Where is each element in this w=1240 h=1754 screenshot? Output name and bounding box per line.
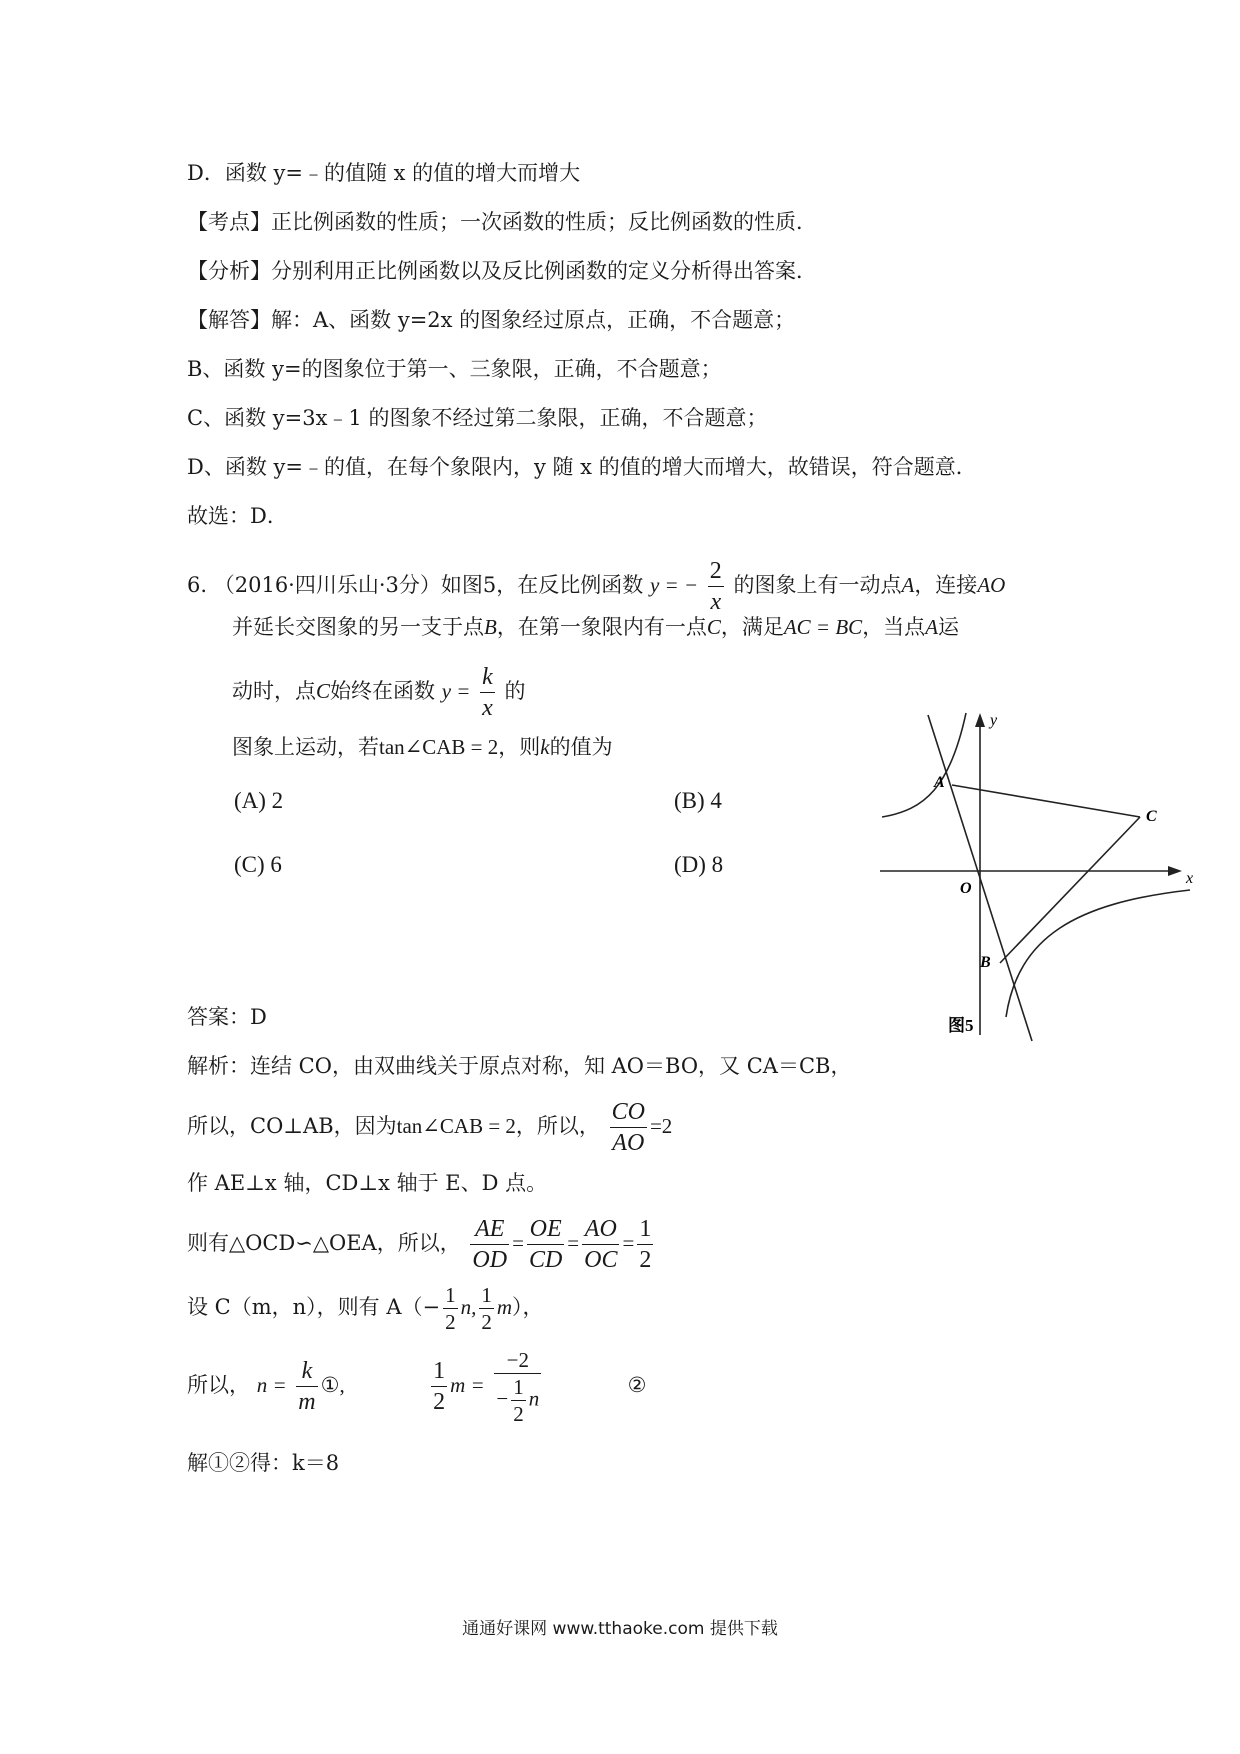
line-fenxi: 【分析】分别利用正比例函数以及反比例函数的定义分析得出答案．	[187, 259, 817, 283]
footer-text: 通通好课网 www.tthaoke.com 提供下载	[462, 1619, 778, 1639]
question-line-2: 并延长交图象的另一支于点B，在第一象限内有一点C，满足AC = BC，当点A运	[232, 615, 960, 639]
fraction-ae-od: $\frac{AE}{OD}$	[472, 1216, 508, 1273]
solution-line-4: 则有△OCD∽△OEA，所以， $\frac{AE}{OD}$ = $\frac{OE}{CD}$ = $\frac{AO}{OC}$ = $\frac{1}{2}$	[187, 1216, 652, 1273]
fraction-half-m: $\frac{1}{2}$	[481, 1283, 492, 1334]
y-axis-arrow	[975, 713, 985, 727]
fraction-k-over-x: $\frac{k}{x}$	[482, 664, 493, 721]
question-number: 6.	[187, 573, 208, 597]
segment-bc	[1000, 817, 1140, 963]
option-b: (B) 4	[674, 788, 722, 813]
question-line-4: 图象上运动，若tan∠CAB = 2，则k的值为	[232, 735, 613, 759]
fraction-one-half: $\frac{1}{2}$	[639, 1216, 652, 1273]
fraction-inner-half: $\frac{1}{2}$	[513, 1374, 524, 1426]
label-a: A	[934, 774, 945, 791]
figure-caption: 图5	[948, 1016, 974, 1035]
option-c: (C) 6	[234, 852, 282, 877]
line-d: D、函数 y=﹣的值，在每个象限内，y 随 x 的值的增大而增大，故错误，符合题意．	[187, 455, 977, 479]
label-c: C	[1146, 808, 1157, 825]
question-line-3: 动时，点C始终在函数 y = $\frac{k}{x}$ 的	[232, 664, 526, 721]
figure-5	[870, 705, 1200, 1045]
hyperbola-branch-left	[882, 713, 966, 817]
label-o: O	[960, 880, 972, 897]
question-line-1: 6. （2016·四川乐山·3分）如图5，在反比例函数 y = − $\frac{2}{x}$ 的图象上有一动点A，连接AO	[187, 558, 1006, 615]
solution-line-2: 所以，CO⊥AB，因为tan∠CAB = 2，所以， $\frac{CO}{AO}$ =2	[187, 1099, 673, 1156]
fraction-half-n: $\frac{1}{2}$	[445, 1283, 456, 1334]
solution-line-3: 作 AE⊥x 轴，CD⊥x 轴于 E、D 点。	[187, 1171, 548, 1195]
solution-line-5: 设 C（m，n），则有 A（− $\frac{1}{2}$ n, $\frac{1}{2}$ m），	[187, 1283, 544, 1334]
hyperbola-branch-right	[1006, 890, 1190, 1017]
option-d: (D) 8	[674, 852, 724, 877]
fraction-2-over-x: $\frac{2}{x}$	[709, 558, 722, 615]
fraction-ao-oc: $\frac{AO}{OC}$	[584, 1216, 618, 1273]
line-guxuan: 故选：D．	[187, 504, 288, 528]
option-a: (A) 2	[234, 788, 284, 813]
fraction-oe-cd: $\frac{OE}{CD}$	[528, 1216, 563, 1273]
fraction-co-over-ao: $\frac{CO}{AO}$	[611, 1099, 645, 1156]
line-b: B、函数 y=的图象位于第一、三象限，正确，不合题意；	[187, 357, 722, 381]
fraction-compound: −2 − $\frac{1}{2}$ n	[496, 1347, 540, 1426]
solution-line-7: 解①②得：k＝8	[187, 1451, 340, 1475]
answer: 答案：D	[187, 1005, 267, 1029]
line-c: C、函数 y=3x﹣1 的图象不经过第二象限，正确，不合题意；	[187, 406, 768, 430]
label-y: y	[990, 712, 998, 729]
line-option-d: D．函数 y=﹣的值随 x 的值的增大而增大	[187, 161, 581, 185]
question-source: （2016·四川乐山·3分）如图5，在反比例函数	[213, 573, 644, 597]
label-x: x	[1186, 870, 1194, 887]
solution-line-6: 所以， n = $\frac{k}{m}$ ①, $\frac{1}{2}$ m = −2 − $\frac{1}{2}$ n ②	[187, 1347, 647, 1426]
line-jieda: 【解答】解：A、函数 y=2x 的图象经过原点，正确，不合题意；	[187, 308, 796, 332]
fraction-k-over-m: $\frac{k}{m}$	[298, 1358, 316, 1415]
x-axis-arrow	[1168, 866, 1182, 876]
func-prefix: y = −	[649, 573, 699, 597]
line-kaodian: 【考点】正比例函数的性质；一次函数的性质；反比例函数的性质．	[187, 210, 817, 234]
solution-line-1: 解析：连结 CO，由双曲线关于原点对称，知 AO＝BO，又 CA＝CB，	[187, 1054, 852, 1078]
label-b: B	[980, 954, 991, 971]
fraction-half: $\frac{1}{2}$	[433, 1358, 446, 1415]
